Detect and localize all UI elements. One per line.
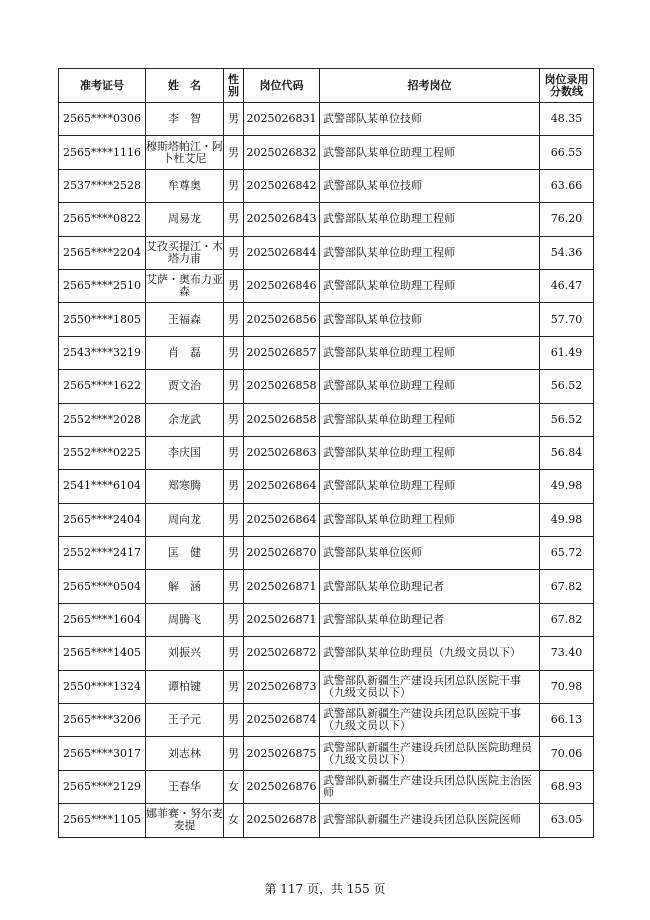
cell-post: 武警部队某单位技师 xyxy=(320,303,540,336)
cell-score: 56.84 xyxy=(540,436,594,469)
cell-post: 武警部队某单位助理工程师 xyxy=(320,470,540,503)
header-score: 岗位录用分数线 xyxy=(540,69,594,103)
cell-name: 贾文治 xyxy=(146,370,224,403)
cell-id: 2565****1105 xyxy=(59,804,146,837)
cell-name: 王福森 xyxy=(146,303,224,336)
cell-id: 2541****6104 xyxy=(59,470,146,503)
cell-code: 2025026874 xyxy=(244,704,320,737)
cell-post: 武警部队某单位助理工程师 xyxy=(320,136,540,169)
cell-name: 郑寒腾 xyxy=(146,470,224,503)
cell-code: 2025026846 xyxy=(244,269,320,302)
cell-name: 王春华 xyxy=(146,770,224,803)
cell-post: 武警部队某单位助理工程师 xyxy=(320,403,540,436)
cell-name: 艾孜买提江・木塔力甫 xyxy=(146,236,224,269)
cell-code: 2025026843 xyxy=(244,203,320,236)
page-footer: 第 117 页，共 155 页 xyxy=(264,882,386,896)
cell-name: 王子元 xyxy=(146,704,224,737)
cell-score: 57.70 xyxy=(540,303,594,336)
cell-id: 2565****2204 xyxy=(59,236,146,269)
table-row xyxy=(59,203,594,236)
cell-id: 2565****3017 xyxy=(59,737,146,770)
table-row xyxy=(59,670,594,703)
cell-name: 娜菲赛・努尔麦麦提 xyxy=(146,804,224,837)
cell-post: 武警部队某单位助理工程师 xyxy=(320,370,540,403)
cell-code: 2025026857 xyxy=(244,336,320,369)
table-row xyxy=(59,336,594,369)
cell-name: 周向龙 xyxy=(146,503,224,536)
cell-id: 2543****3219 xyxy=(59,336,146,369)
cell-sex: 男 xyxy=(224,470,244,503)
cell-score: 61.49 xyxy=(540,336,594,369)
cell-score: 56.52 xyxy=(540,403,594,436)
cell-score: 65.72 xyxy=(540,537,594,570)
header-sex: 性别 xyxy=(224,69,244,103)
cell-code: 2025026872 xyxy=(244,637,320,670)
cell-name: 刘振兴 xyxy=(146,637,224,670)
cell-name: 牟尊奥 xyxy=(146,169,224,202)
cell-code: 2025026875 xyxy=(244,737,320,770)
cell-sex: 男 xyxy=(224,136,244,169)
cell-post: 武警部队新疆生产建设兵团总队医院主治医师 xyxy=(320,770,540,803)
cell-code: 2025026858 xyxy=(244,403,320,436)
cell-code: 2025026870 xyxy=(244,537,320,570)
header-post: 招考岗位 xyxy=(320,69,540,103)
header-row xyxy=(59,69,594,103)
cell-post: 武警部队某单位助理工程师 xyxy=(320,203,540,236)
cell-id: 2565****3206 xyxy=(59,704,146,737)
cell-sex: 男 xyxy=(224,737,244,770)
cell-name: 李庆国 xyxy=(146,436,224,469)
cell-score: 46.47 xyxy=(540,269,594,302)
cell-name: 解 涵 xyxy=(146,570,224,603)
table-row xyxy=(59,403,594,436)
cell-sex: 女 xyxy=(224,804,244,837)
cell-sex: 男 xyxy=(224,103,244,136)
table-row xyxy=(59,303,594,336)
table-row xyxy=(59,436,594,469)
cell-name: 谭柏键 xyxy=(146,670,224,703)
table-row xyxy=(59,804,594,837)
table-row xyxy=(59,169,594,202)
header-code: 岗位代码 xyxy=(244,69,320,103)
cell-name: 穆斯塔帕江・阿卜杜艾尼 xyxy=(146,136,224,169)
cell-sex: 男 xyxy=(224,637,244,670)
cell-score: 48.35 xyxy=(540,103,594,136)
cell-id: 2565****0822 xyxy=(59,203,146,236)
cell-code: 2025026858 xyxy=(244,370,320,403)
cell-id: 2565****1116 xyxy=(59,136,146,169)
cell-code: 2025026863 xyxy=(244,436,320,469)
cell-score: 49.98 xyxy=(540,470,594,503)
cell-sex: 男 xyxy=(224,269,244,302)
cell-score: 73.40 xyxy=(540,637,594,670)
cell-id: 2565****2404 xyxy=(59,503,146,536)
cell-sex: 男 xyxy=(224,169,244,202)
cell-sex: 男 xyxy=(224,236,244,269)
cell-code: 2025026873 xyxy=(244,670,320,703)
cell-sex: 男 xyxy=(224,436,244,469)
cell-name: 匡 健 xyxy=(146,537,224,570)
cell-sex: 男 xyxy=(224,570,244,603)
cell-name: 肖 磊 xyxy=(146,336,224,369)
cell-id: 2537****2528 xyxy=(59,169,146,202)
cell-post: 武警部队某单位助理工程师 xyxy=(320,336,540,369)
table-row xyxy=(59,603,594,636)
table-row xyxy=(59,737,594,770)
cell-score: 49.98 xyxy=(540,503,594,536)
table-row xyxy=(59,503,594,536)
cell-code: 2025026871 xyxy=(244,570,320,603)
cell-score: 68.93 xyxy=(540,770,594,803)
cell-code: 2025026832 xyxy=(244,136,320,169)
cell-sex: 男 xyxy=(224,370,244,403)
cell-sex: 男 xyxy=(224,503,244,536)
cell-name: 艾萨・奥布力亚森 xyxy=(146,269,224,302)
cell-score: 56.52 xyxy=(540,370,594,403)
cell-sex: 男 xyxy=(224,603,244,636)
cell-id: 2565****1405 xyxy=(59,637,146,670)
cell-post: 武警部队某单位助理记者 xyxy=(320,570,540,603)
cell-id: 2565****0306 xyxy=(59,103,146,136)
cell-id: 2565****1622 xyxy=(59,370,146,403)
results-table xyxy=(58,68,594,838)
cell-id: 2550****1805 xyxy=(59,303,146,336)
cell-sex: 男 xyxy=(224,537,244,570)
table-row xyxy=(59,570,594,603)
cell-name: 李 智 xyxy=(146,103,224,136)
cell-id: 2552****0225 xyxy=(59,436,146,469)
cell-post: 武警部队某单位医师 xyxy=(320,537,540,570)
cell-id: 2565****2129 xyxy=(59,770,146,803)
cell-post: 武警部队新疆生产建设兵团总队医院干事（九级文员以下） xyxy=(320,704,540,737)
cell-post: 武警部队某单位助理工程师 xyxy=(320,503,540,536)
cell-code: 2025026864 xyxy=(244,470,320,503)
table-row xyxy=(59,269,594,302)
cell-score: 70.06 xyxy=(540,737,594,770)
cell-score: 67.82 xyxy=(540,603,594,636)
cell-name: 刘志林 xyxy=(146,737,224,770)
header-name: 姓 名 xyxy=(146,69,224,103)
table-row xyxy=(59,704,594,737)
cell-post: 武警部队新疆生产建设兵团总队医院医师 xyxy=(320,804,540,837)
header-id: 准考证号 xyxy=(59,69,146,103)
cell-post: 武警部队新疆生产建设兵团总队医院助理员（九级文员以下） xyxy=(320,737,540,770)
cell-code: 2025026842 xyxy=(244,169,320,202)
cell-score: 66.13 xyxy=(540,704,594,737)
cell-score: 63.66 xyxy=(540,169,594,202)
cell-score: 66.55 xyxy=(540,136,594,169)
cell-id: 2565****0504 xyxy=(59,570,146,603)
table-row xyxy=(59,637,594,670)
table-row xyxy=(59,770,594,803)
cell-post: 武警部队某单位技师 xyxy=(320,169,540,202)
table-row xyxy=(59,370,594,403)
cell-name: 周腾飞 xyxy=(146,603,224,636)
cell-id: 2552****2417 xyxy=(59,537,146,570)
cell-code: 2025026856 xyxy=(244,303,320,336)
cell-id: 2550****1324 xyxy=(59,670,146,703)
cell-code: 2025026876 xyxy=(244,770,320,803)
cell-post: 武警部队某单位技师 xyxy=(320,103,540,136)
cell-post: 武警部队某单位助理记者 xyxy=(320,603,540,636)
cell-sex: 男 xyxy=(224,303,244,336)
cell-score: 54.36 xyxy=(540,236,594,269)
cell-code: 2025026878 xyxy=(244,804,320,837)
table-row xyxy=(59,470,594,503)
cell-code: 2025026844 xyxy=(244,236,320,269)
cell-code: 2025026871 xyxy=(244,603,320,636)
cell-sex: 男 xyxy=(224,203,244,236)
cell-sex: 男 xyxy=(224,704,244,737)
cell-post: 武警部队新疆生产建设兵团总队医院干事（九级文员以下） xyxy=(320,670,540,703)
cell-score: 70.98 xyxy=(540,670,594,703)
table-row xyxy=(59,136,594,169)
cell-sex: 男 xyxy=(224,336,244,369)
cell-post: 武警部队某单位助理员（九级文员以下） xyxy=(320,637,540,670)
cell-score: 63.05 xyxy=(540,804,594,837)
cell-post: 武警部队某单位助理工程师 xyxy=(320,269,540,302)
table-row xyxy=(59,537,594,570)
cell-name: 周易龙 xyxy=(146,203,224,236)
cell-id: 2565****2510 xyxy=(59,269,146,302)
cell-score: 67.82 xyxy=(540,570,594,603)
cell-post: 武警部队某单位助理工程师 xyxy=(320,436,540,469)
cell-sex: 女 xyxy=(224,770,244,803)
cell-id: 2552****2028 xyxy=(59,403,146,436)
cell-sex: 男 xyxy=(224,670,244,703)
table-row xyxy=(59,236,594,269)
cell-score: 76.20 xyxy=(540,203,594,236)
cell-id: 2565****1604 xyxy=(59,603,146,636)
cell-code: 2025026864 xyxy=(244,503,320,536)
cell-code: 2025026831 xyxy=(244,103,320,136)
table-row xyxy=(59,103,594,136)
cell-sex: 男 xyxy=(224,403,244,436)
cell-post: 武警部队某单位助理工程师 xyxy=(320,236,540,269)
cell-name: 余龙武 xyxy=(146,403,224,436)
